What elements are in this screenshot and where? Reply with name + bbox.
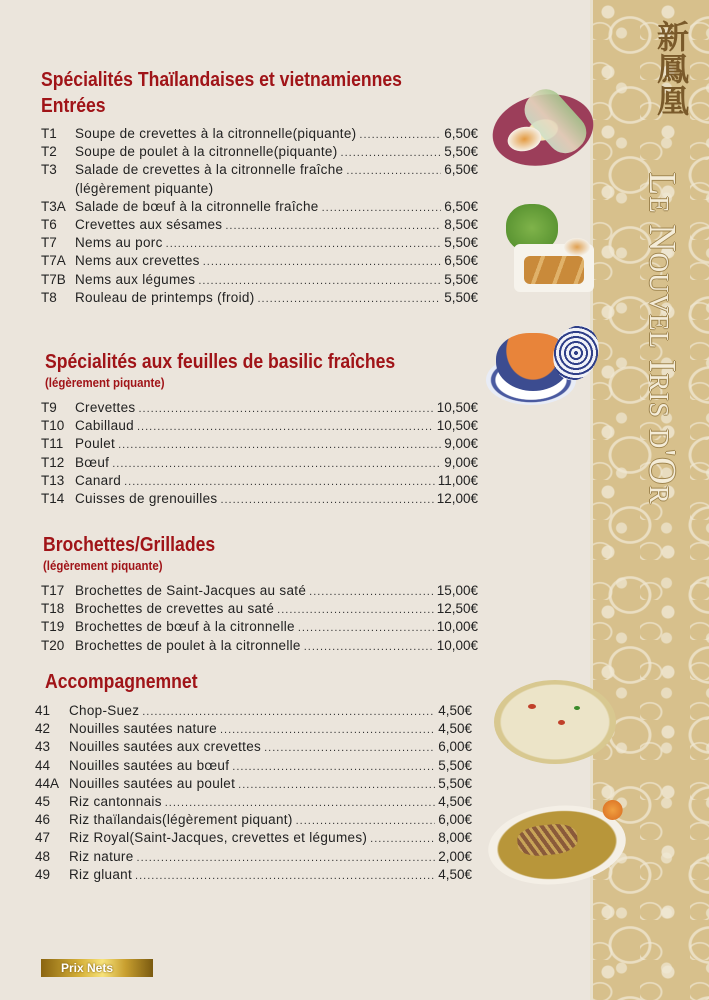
menu-item: T17 Brochettes de Saint-Jacques au saté ..... 15,00€ [41,582,478,600]
menu-item: T2 Soupe de poulet à la citronnelle(piquante) ..... 5,50€ [41,143,478,161]
menu-item: 49 Riz gluant ..... 4,50€ [35,866,472,884]
menu-item: T8 Rouleau de printemps (froid) ..... 5,50€ [41,289,478,307]
prix-nets-badge: Prix Nets [41,959,153,977]
menu-item: T7 Nems au porc ..... 5,50€ [41,234,478,252]
price: 5,50€ [444,271,478,287]
price: 4,50€ [438,703,472,718]
price: 12,00€ [436,490,478,506]
menu-item: 42 Nouilles sautées nature ..... 4,50€ [35,720,472,738]
price: 8,00€ [438,830,472,846]
section-subtitle-brochettes: (légèrement piquante) [43,558,163,573]
menu-item: 45 Riz cantonnais ..... 4,50€ [35,793,472,811]
menu-item: T10 Cabillaud ..... 10,50€ [41,417,478,435]
menu-list-accompagnement [35,702,472,884]
menu-item-note: (légèrement piquante) [75,180,214,196]
menu-item: 44 Nouilles sautées au bœuf ..... 5,50€ [35,757,472,775]
spring-roll-plate-image [486,85,600,175]
price: 6,50€ [444,253,478,269]
price: 5,50€ [444,235,478,251]
price: 10,00€ [436,619,478,635]
price: 10,50€ [436,400,478,415]
price: 5,50€ [438,757,472,773]
menu-item: T18 Brochettes de crevettes au saté ..... 12,50€ [41,600,478,618]
fried-rice-plate-image [494,680,616,764]
price: 9,00€ [444,454,478,470]
price: 4,50€ [438,866,472,882]
menu-item: 44A Nouilles sautées au poulet ..... 5,50€ [35,775,472,793]
menu-item: T14 Cuisses de grenouilles ..... 12,00€ [41,490,478,508]
menu-item: T9 Crevettes ..... 10,50€ [41,399,478,417]
menu-item: T19 Brochettes de bœuf à la citronnelle ..... 10,00€ [41,618,478,636]
menu-item: T20 Brochettes de poulet à la citronnelle ..... 10,00€ [41,637,478,655]
price: 15,00€ [436,583,478,598]
fried-nems-plate-image [506,204,596,294]
menu-item: T13 Canard ..... 11,00€ [41,472,478,490]
menu-item: T7A Nems aux crevettes ..... 6,50€ [41,252,478,270]
section-subtitle-basil: (légèrement piquante) [45,375,165,390]
menu-item: 47 Riz Royal(Saint-Jacques, crevettes et légumes) ..... 8,00€ [35,829,472,847]
menu-item: T11 Poulet ..... 9,00€ [41,435,478,453]
menu-item: T3 Salade de crevettes à la citronnelle fraîche ..... 6,50€ [41,161,478,179]
menu-list-entrees [41,125,478,307]
price: 6,50€ [444,162,478,178]
price: 5,50€ [444,144,478,160]
menu-item: T7B Nems aux légumes ..... 5,50€ [41,271,478,289]
price: 6,50€ [444,126,478,141]
menu-item: T12 Bœuf ..... 9,00€ [41,454,478,472]
price: 10,00€ [436,637,478,653]
price: 4,50€ [438,721,472,737]
price: 5,50€ [438,775,472,791]
price: 5,50€ [444,289,478,305]
price: 9,00€ [444,436,478,452]
menu-item: T3A Salade de bœuf à la citronnelle fraîche ..... 6,50€ [41,198,478,216]
restaurant-name: Le Nouvel Iris d'Or [641,172,683,505]
section-title-entrees: Entrées [41,95,106,117]
menu-item: T6 Crevettes aux sésames ..... 8,50€ [41,216,478,234]
menu-list-basil [41,399,478,508]
menu-item: 46 Riz thaïlandais(légèrement piquant) ..... 6,00€ [35,811,472,829]
section-title-basil: Spécialités aux feuilles de basilic fraîches [45,351,396,373]
section-title-thai-vietnamese: Spécialités Thaïlandaises et vietnamiennes [41,69,402,91]
menu-item: 43 Nouilles sautées aux crevettes ..... 6,00€ [35,738,472,756]
price: 6,50€ [444,198,478,214]
price: 6,00€ [438,739,472,755]
price: 4,50€ [438,793,472,809]
section-title-accompagnement: Accompagnemnet [45,671,198,693]
menu-item: 48 Riz nature ..... 2,00€ [35,848,472,866]
menu-list-brochettes [41,582,478,655]
price: 11,00€ [437,472,478,488]
section-title-brochettes: Brochettes/Grillades [43,534,216,556]
basil-soup-bowl-image [486,325,606,405]
chinese-logo: 新鳳凰 [652,20,690,116]
price: 10,50€ [436,418,478,434]
price: 2,00€ [438,848,472,864]
price: 6,00€ [438,812,472,828]
menu-item: T1 Soupe de crevettes à la citronnelle(piquante) ..... 6,50€ [41,125,478,143]
menu-item: 41 Chop-Suez ..... 4,50€ [35,702,472,720]
price: 12,50€ [436,601,478,617]
price: 8,50€ [444,216,478,232]
